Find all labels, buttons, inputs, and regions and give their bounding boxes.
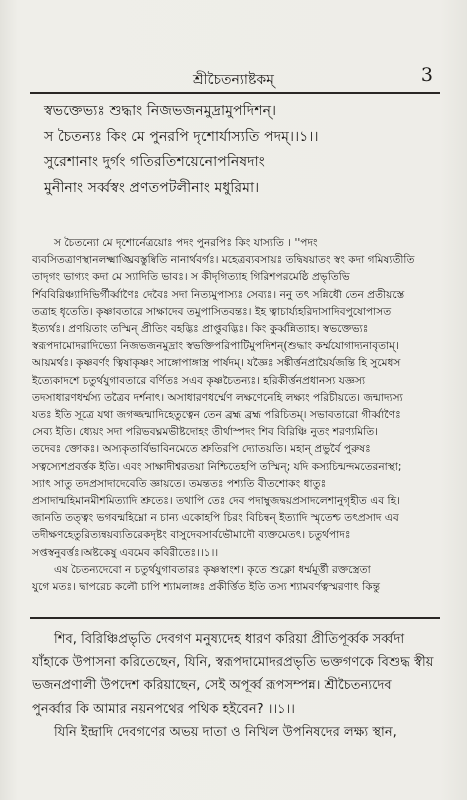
commentary-line: ইত্যেকাদশে চতুর্থযুগাবতারে বর্ণিতঃ সএব কৃষ্ণচৈতন্যঃ। হরিকীর্ত্তনপ্রধানস্য যজ্ঞস্য (32, 374, 366, 387)
commentary-line: তাদৃগং ভাগ্যং কদা মে স্যাদিতি ভাবঃ। স কীদৃগিত্যাহ গিরিশপরমেষ্ঠি প্রভৃতিভি (32, 271, 350, 284)
commentary-line: তদসাধারণধর্ম্মস্য তত্রৈব দর্শনাৎ। অসাধারণধর্ম্মেণ লক্ষণেনেহি লক্ষ্যং পরিচীয়তে। জন্মাদ্যস্য (32, 391, 403, 404)
commentary-line: সেব্য ইতি। ধ্যেয়ং সদা পরিভবঘ্নমভীষ্টদোহং তীর্থাস্পদং শিব বিরিঞ্চি নুতং শরণ্যমিতি। (32, 426, 378, 439)
sanskrit-verse (44, 99, 444, 201)
commentary-line: যুগে মতঃ। দ্বাপরেচ কলৌ চাপি শ্যামলাঙ্গঃ প্রকীর্ত্তিত ইতি তস্য শ্যামবর্ণত্বস্মরণাৎ কিন্তু (32, 581, 381, 594)
commentary-line: স চৈতন্যো মে দৃশোর্নেত্রয়োঃ পদং পুনরপিঃ কিং যাস্যতি । ''পদং (54, 237, 318, 249)
commentary-line: তদীক্ষণহেতুরিত্যন্বয়ব্যতিরেকদৃষ্টং বাসুদেবসার্বভৌমাদৌ ব্যক্তমেতৎ। চতুর্থপাদঃ (32, 529, 351, 542)
verse-line: স্বভক্তেভ্যঃ শুদ্ধাং নিজভজনমুদ্রামুপদিশন্‌। (44, 103, 277, 119)
page-number: 3 (420, 64, 433, 86)
commentary-line: প্রসাদান্মহিমানমীশমিত্যাদি শ্রুতেঃ। তথাপি তেঃ দেব পদাম্বুজদ্বয়প্রসাদলেশানুগৃহীত এব হি। (32, 495, 400, 508)
translation-line: যাঁহাকে উপাসনা করিতেছেন, যিনি, স্বরূপদামোদরপ্রভৃতি ভক্তগণকে বিশুদ্ধ স্বীয় (32, 655, 434, 671)
commentary-line: সপ্তস্বনুবর্ত্তঃ।অষ্টকেষু এবমেব কবিরীতেঃ।।১।। (32, 546, 219, 559)
verse-line: মুনীনাং সর্ব্বস্বং প্রণতপটলীনাং মধুরিমা। (44, 179, 260, 196)
commentary-line: ইত্যর্থঃ। প্রণয়িতাং তস্মিন্‌ প্রীতিং বহদ্ভিঃ প্রাপ্তুবদ্ভিঃ। কিং কুর্ব্বন্নিত্যাহ। স্বভক্তেভ্যঃ (32, 323, 369, 336)
sanskrit-commentary (32, 235, 440, 596)
header-divider (30, 92, 440, 94)
translation-line: শিব, বিরিঞ্চিপ্রভৃতি দেবগণ মনুষ্যদেহ ধারণ করিয়া প্রীতিপূর্ব্বক সর্ব্বদা (54, 632, 405, 647)
commentary-line: তত্রাহ ধৃতেতি। কৃষ্ণাবতারে সাক্ষাদেব তমুপাসিতবন্তঃ। ইহ ত্বাচার্য্যহরিদাসাদিবপুষোপাসত (32, 305, 392, 318)
section-divider (30, 617, 440, 619)
commentary-line: যতঃ ইতি সূত্রে যথা জগজ্জন্মাদিহেতুত্বেন তেন ব্রহ্ম ব্রহ্ম পরিচিতম্‌। সভাবতারো গীর্ব্বাণৈঃ (32, 409, 401, 422)
commentary-line: এষ চৈতন্যদেবো ন চতুর্থযুগাবতারঃ কৃষ্ণস্বাংশ। কৃতে শুক্লো ধর্ম্মমূর্ত্তী রক্তস্ত্রেতা (54, 563, 371, 576)
translation-line: যিনি ইন্দ্রাদি দেবগণের অভয় দাতা ও নিখিল উপনিষদের লক্ষ্য স্থান, (54, 724, 397, 740)
verse-line: স চৈতন্যঃ কিং মে পুনরপি দৃশোর্যাস্যতি পদম্‌।।১।। (44, 128, 319, 145)
commentary-line: স্যাৎ সাতু তদপ্রসাদাদেবেতি জ্ঞায়তে। তমন্ততঃ পশ্যতি বীতশোকং ধাতুঃ (32, 477, 327, 490)
commentary-line: র্শিববিরিঞ্চ্যাদিভির্গীর্ব্বাণৈঃ দেবৈঃ সদা নিত্যমুপাস্যঃ সেব্যঃ। ননু তৎ সন্নিধৌ তেন প্রতীয়স্তে (32, 288, 405, 301)
commentary-line: ব্যবসিতত্রাণস্থানলক্ষ্মাঙ্ঘ্রিবস্তুষ্বিতি নানার্থবর্গঃ। মহেত্রব্যবসায়ঃ তদ্বিষয়াতং স্বং কদা গমিষ্যতীতি (32, 254, 415, 267)
verse-line: সুরেশানাং দুর্গং গতিরতিশয়েনোপনিষদাং (44, 154, 265, 170)
commentary-line: সত্বস্যেশপ্রবর্ত্তক ইতি। এবং সাক্ষাদীশ্বরতয়া নিশ্চিতেহপি তস্মিন্‌; যদি কস্যচিন্মন্দমতেরনাস্থা; (32, 460, 402, 473)
commentary-line: জানতি তত্ত্বং ভগবন্মহিম্নো ন চান্য একোহপি চিরং বিচিন্বন্‌ ইত্যাদি স্মৃতেশ্চ তৎপ্রসাদ এব (32, 512, 399, 525)
translation-line: ভজনপ্রণালী উপদেশ করিয়াছেন, সেই অপূর্ব্ব রূপসম্পন্ন। শ্রীচৈতন্যদেব (32, 678, 392, 694)
commentary-line: আয়মর্থঃ। কৃষ্ণবর্ণং ত্বিষাকৃষ্ণং সাঙ্গোপাঙ্গাস্ত্র পার্ষদম্‌। যজ্ঞৈঃ সঙ্কীর্ত্তনপ্রায়ৈর্যজন্তি হি সুমেধস (32, 357, 401, 370)
commentary-line: স্বরূপদামোদরাদিভ্যো নিজভজনমুদ্রাং স্বভক্তিপরিপাটিমুপদিশন্‌(শুদ্ধাং কর্ম্মযোগাদ্যনাবৃতাম্‌। (32, 340, 399, 353)
page-header-title: শ্রীচৈতন্যাষ্টকম্‌ (193, 72, 274, 88)
bengali-translation (32, 628, 444, 744)
translation-line: পুনর্ব্বার কি আমার নয়নপথের পথিক হইবেন? ।।১।। (32, 701, 295, 717)
commentary-line: তদেবঃ ক্তোকঃ। অস্যকৃতার্বিভাবিনমেতে শ্রুতিরপি দ্যোতয়তি। মহান্‌ প্রভুর্বৈ পুরুষঃ (32, 443, 371, 456)
